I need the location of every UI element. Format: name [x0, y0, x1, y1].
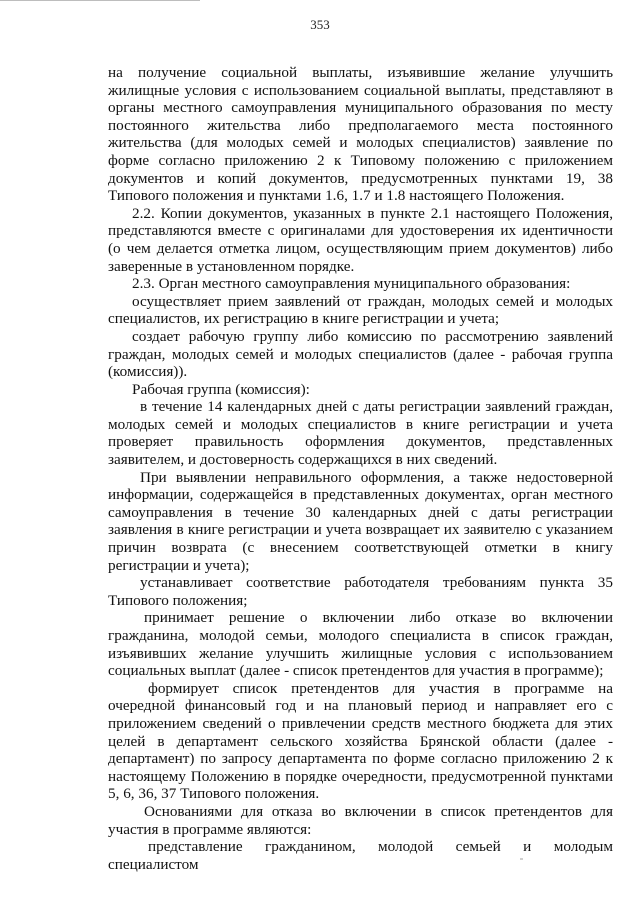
paragraph-2: 2.2. Копии документов, указанных в пункте 2.1 настоящего Положения, представляются вместе с оригиналами для удостоверения их идентичности (о чем делается отметка лицом, осуществляющим прием документов) либо заверенные в установленном порядке. [108, 204, 613, 275]
paragraph-7: в течение 14 календарных дней с даты регистрации заявлений граждан, молодых семей и молодых специалистов в книге регистрации и учета проверяет правильность оформления документов, представленных заявителем, и достоверность содержащихся в них сведений. [108, 398, 613, 469]
paragraph-1: на получение социальной выплаты, изъявившие желание улучшить жилищные условия с использованием социальной выплаты, представляют в органы местного самоуправления муниципального образования по месту постоянного жительства либо предполагаемого места постоянного жительства (для молодых семей и молодых специалистов) заявление по форме согласно приложению 2 к Типовому положению с приложением документов и копий документов, предусмотренных пунктами 19, 38 Типового положения и пунктами 1.6, 1.7 и 1.8 настоящего Положения. [108, 64, 613, 205]
paragraph-12: Основаниями для отказа во включении в список претендентов для участия в программе являются: [108, 802, 613, 838]
document-body [108, 64, 613, 873]
paragraph-13: представление гражданином, молодой семьей и молодым специалистом [108, 838, 613, 873]
paragraph-3: 2.3. Орган местного самоуправления муниципального образования: [132, 275, 571, 293]
paragraph-5: создает рабочую группу либо комиссию по рассмотрению заявлений граждан, молодых семей и молодых специалистов (далее - рабочая группа (комиссия)). [108, 327, 613, 381]
paragraph-4: осуществляет прием заявлений от граждан, молодых семей и молодых специалистов, их регистрацию в книге регистрации и учета; [108, 292, 613, 328]
paragraph-6: Рабочая группа (комиссия): [132, 380, 310, 398]
paragraph-8: При выявлении неправильного оформления, а также недостоверной информации, содержащейся в представленных документах, орган местного самоуправления в течение 30 календарных дней с даты регистрации заявления в книге регистрации и учета возвращает их заявителю с указанием причин возврата (с внесением соответствующей отметки в книгу регистрации и учета); [108, 468, 613, 574]
top-rule [0, 0, 200, 1]
paragraph-9: устанавливает соответствие работодателя требованиям пункта 35 Типового положения; [108, 574, 613, 609]
paragraph-10: принимает решение о включении либо отказе во включении гражданина, молодой семьи, молодого специалиста в список граждан, изъявивших желание улучшить жилищные условия с использованием социальных выплат (далее - список претендентов для участия в программе); [108, 609, 613, 680]
scan-smudge [520, 858, 523, 860]
page-number: 353 [310, 17, 330, 32]
paragraph-11: формирует список претендентов для участия в программе на очередной финансовый год и на плановый период и направляет его с приложением сведений о привлечении средств местного бюджета для этих целей в департамент сельского хозяйства Брянской области (далее - департамент) по запросу департамента по форме согласно приложению 2 к настоящему Положению в порядке очередности, предусмотренной пунктами 5, 6, 36, 37 Типового положения. [108, 679, 613, 803]
